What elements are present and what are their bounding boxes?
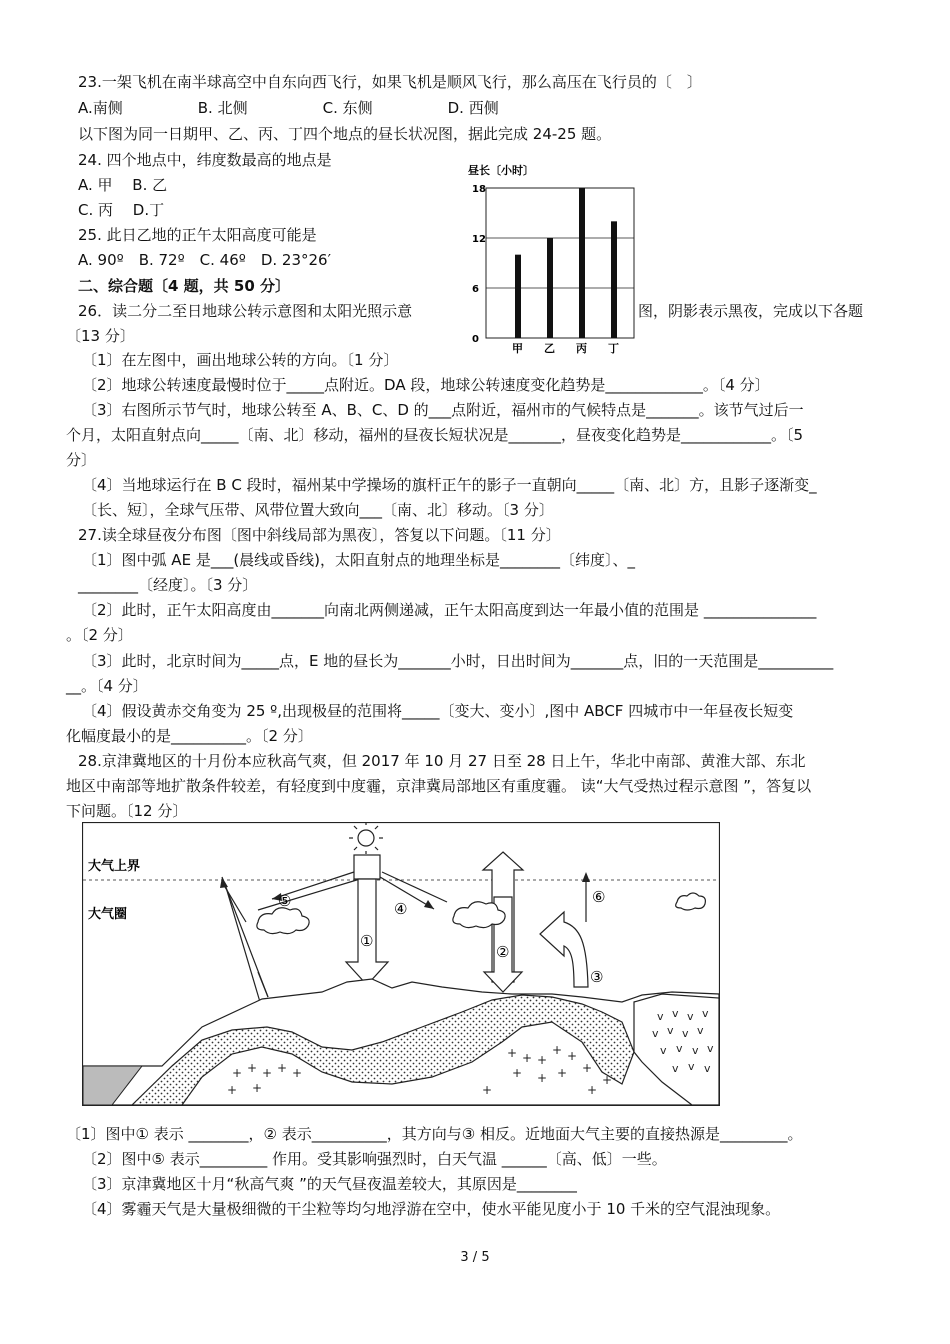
svg-text:+: + [567,1049,578,1063]
q27-2-a: 〔2〕此时，正午太阳高度由_______向南北两侧递减，正午太阳高度到达一年最小值的范围是 _______________ [82,601,817,619]
q24-options-ab: A. 甲 B. 乙 [78,176,168,194]
svg-text:v: v [688,1060,695,1073]
svg-text:+: + [232,1066,243,1080]
svg-text:v: v [672,1007,679,1020]
q23-stem: 23.一架飞机在南半球高空中自东向西飞行，如果飞机是顺风飞行，那么高压在飞行员的〔 〕 [78,73,702,91]
svg-text:v: v [707,1042,714,1055]
chart-x-tick-label: 丙 [576,342,587,355]
chart-x-tick-label: 乙 [544,342,555,355]
q26-1: 〔1〕在左图中，画出地球公转的方向。〔1 分〕 [82,351,399,369]
svg-text:+: + [587,1083,598,1097]
q28-stem-c: 下问题。〔12 分〕 [66,802,188,820]
svg-text:v: v [682,1027,689,1040]
q26-score: 〔13 分〕 [66,327,135,345]
svg-text:v: v [672,1062,679,1075]
atmosphere-heating-diagram [82,822,720,1106]
q27-3-a: 〔3〕此时，北京时间为_____点，E 地的昼长为_______小时，日出时间为_______点，旧的一天范围是__________ [82,652,834,670]
chart-x-tick-label: 甲 [512,342,523,355]
svg-text:+: + [537,1053,548,1067]
q26-2: 〔2〕地球公转速度最慢时位于_____点附近。DA 段，地球公转速度变化趋势是_____________。〔4 分〕 [82,376,770,394]
q27-1-b: ________〔经度〕。〔3 分〕 [78,576,258,594]
q26-3-c: 分〕 [66,451,97,469]
svg-text:+: + [262,1066,273,1080]
q28-stem-a: 28.京津冀地区的十月份本应秋高气爽，但 2017 年 10 月 27 日至 28 日上午，华北中南部、黄淮大部、东北 [78,752,806,770]
svg-text:+: + [512,1066,523,1080]
q28-3: 〔3〕京津冀地区十月“秋高气爽 ”的天气昼夜温差较大，其原因是________ [82,1175,577,1193]
svg-text:v: v [660,1044,667,1057]
chart-bar-丙 [579,188,585,338]
svg-text:+: + [482,1083,493,1097]
q28-4: 〔4〕雾霾天气是大量极细微的干尘粒等均匀地浮游在空中，使水平能见度小于 10 千米的空气混浊现象。 [82,1200,781,1218]
q26-3-a: 〔3〕右图所示节气时，地球公转至 A、B、C、D 的___点附近，福州市的气候特点是_______。该节气过后一 [82,401,804,419]
svg-text:v: v [657,1010,664,1023]
q27-stem: 27.读全球昼夜分布图〔图中斜线局部为黑夜〕，答复以下问题。〔11 分〕 [78,526,561,544]
q28-2: 〔2〕图中⑤ 表示_________ 作用。受其影响强烈时，白天气温 ______〔高、低〕一些。 [82,1150,667,1168]
svg-text:+: + [602,1073,613,1087]
svg-text:+: + [552,1043,563,1057]
q27-2-b: 。〔2 分〕 [66,626,133,644]
svg-text:v: v [697,1024,704,1037]
chart-y-tick-label: 12 [472,234,486,245]
svg-text:v: v [667,1024,674,1037]
svg-text:+: + [252,1081,263,1095]
chart-bar-丁 [611,221,617,338]
svg-text:+: + [277,1061,288,1075]
q27-3-b: __。〔4 分〕 [66,677,148,695]
page-number: 3 / 5 [460,1250,490,1265]
marker-3: ③ [590,968,604,986]
q26-stem-b: 图，阴影表示黑夜，完成以下各题 [638,302,864,320]
q27-4-a: 〔4〕假设黄赤交角变为 25 º,出现极昼的范围将_____〔变大、变小〕,图中 ABCF 四城市中一年昼夜长短变 [82,702,794,720]
svg-text:v: v [676,1042,683,1055]
chart-y-tick-label: 6 [472,284,479,295]
marker-1: ① [360,932,374,950]
marker-2: ② [496,943,510,961]
q26-stem-a: 26．读二分二至日地球公转示意图和太阳光照示意 [78,302,413,320]
marker-5: ⑤ [278,892,292,910]
q26-3-b: 个月，太阳直射点向_____〔南、北〕移动，福州的昼夜长短状况是_______，昼夜变化趋势是____________。〔5 [66,426,804,444]
q25-stem: 25. 此日乙地的正午太阳高度可能是 [78,226,317,244]
q26-4-b: 〔长、短〕，全球气压带、风带位置大致向___〔南、北〕移动。〔3 分〕 [82,501,554,519]
chart-bar-乙 [547,238,553,338]
q24-options-cd: C. 丙 D.丁 [78,201,165,219]
svg-text:+: + [227,1083,238,1097]
svg-text:+: + [537,1071,548,1085]
svg-text:+: + [582,1061,593,1075]
svg-text:v: v [692,1044,699,1057]
chart-title: 昼长〔小时〕 [468,164,534,177]
day-length-chart [448,160,643,365]
q24-stem: 24. 四个地点中，纬度数最高的地点是 [78,151,332,169]
marker-6: ⑥ [592,888,606,906]
chart-y-tick-label: 0 [472,334,479,345]
q23-options: A.南侧 B. 北侧 C. 东侧 D. 西侧 [78,99,499,117]
svg-text:v: v [704,1062,711,1075]
marker-4: ④ [394,900,408,918]
q25-options: A. 90º B. 72º C. 46º D. 23°26′ [78,251,332,269]
q24-25-intro: 以下图为同一日期甲、乙、丙、丁四个地点的昼长状况图，据此完成 24-25 题。 [78,125,612,143]
chart-x-tick-label: 丁 [608,342,619,355]
svg-text:v: v [652,1027,659,1040]
chart-bar-甲 [515,255,521,338]
svg-text:+: + [507,1046,518,1060]
label-atmosphere-top: 大气上界 [88,859,141,874]
q27-1-a: 〔1〕图中弧 AE 是___(晨线或昏线)，太阳直射点的地理坐标是________〔纬度〕、_ [82,551,636,569]
label-atmosphere: 大气圈 [88,907,128,922]
q28-1: 〔1〕图中① 表示 ________，② 表示__________，其方向与③ 相反。近地面大气主要的直接热源是_________。 [66,1125,803,1143]
q28-stem-b: 地区中南部等地扩散条件较差，有轻度到中度霾，京津冀局部地区有重度霾。 读“大气受热过程示意图 ”，答复以 [66,777,812,795]
q26-4-a: 〔4〕当地球运行在 B C 段时，福州某中学操场的旗杆正午的影子一直朝向_____〔南、北〕方，且影子逐渐变_ [82,476,817,494]
section-heading: 二、综合题〔4 题，共 50 分〕 [78,277,290,295]
solar-radiation-source [354,855,380,879]
svg-text:v: v [687,1010,694,1023]
svg-text:+: + [247,1061,258,1075]
svg-text:v: v [702,1007,709,1020]
q27-4-b: 化幅度最小的是__________。〔2 分〕 [66,727,313,745]
svg-text:+: + [292,1066,303,1080]
svg-text:+: + [522,1051,533,1065]
svg-text:+: + [557,1066,568,1080]
chart-y-tick-label: 18 [472,184,486,195]
